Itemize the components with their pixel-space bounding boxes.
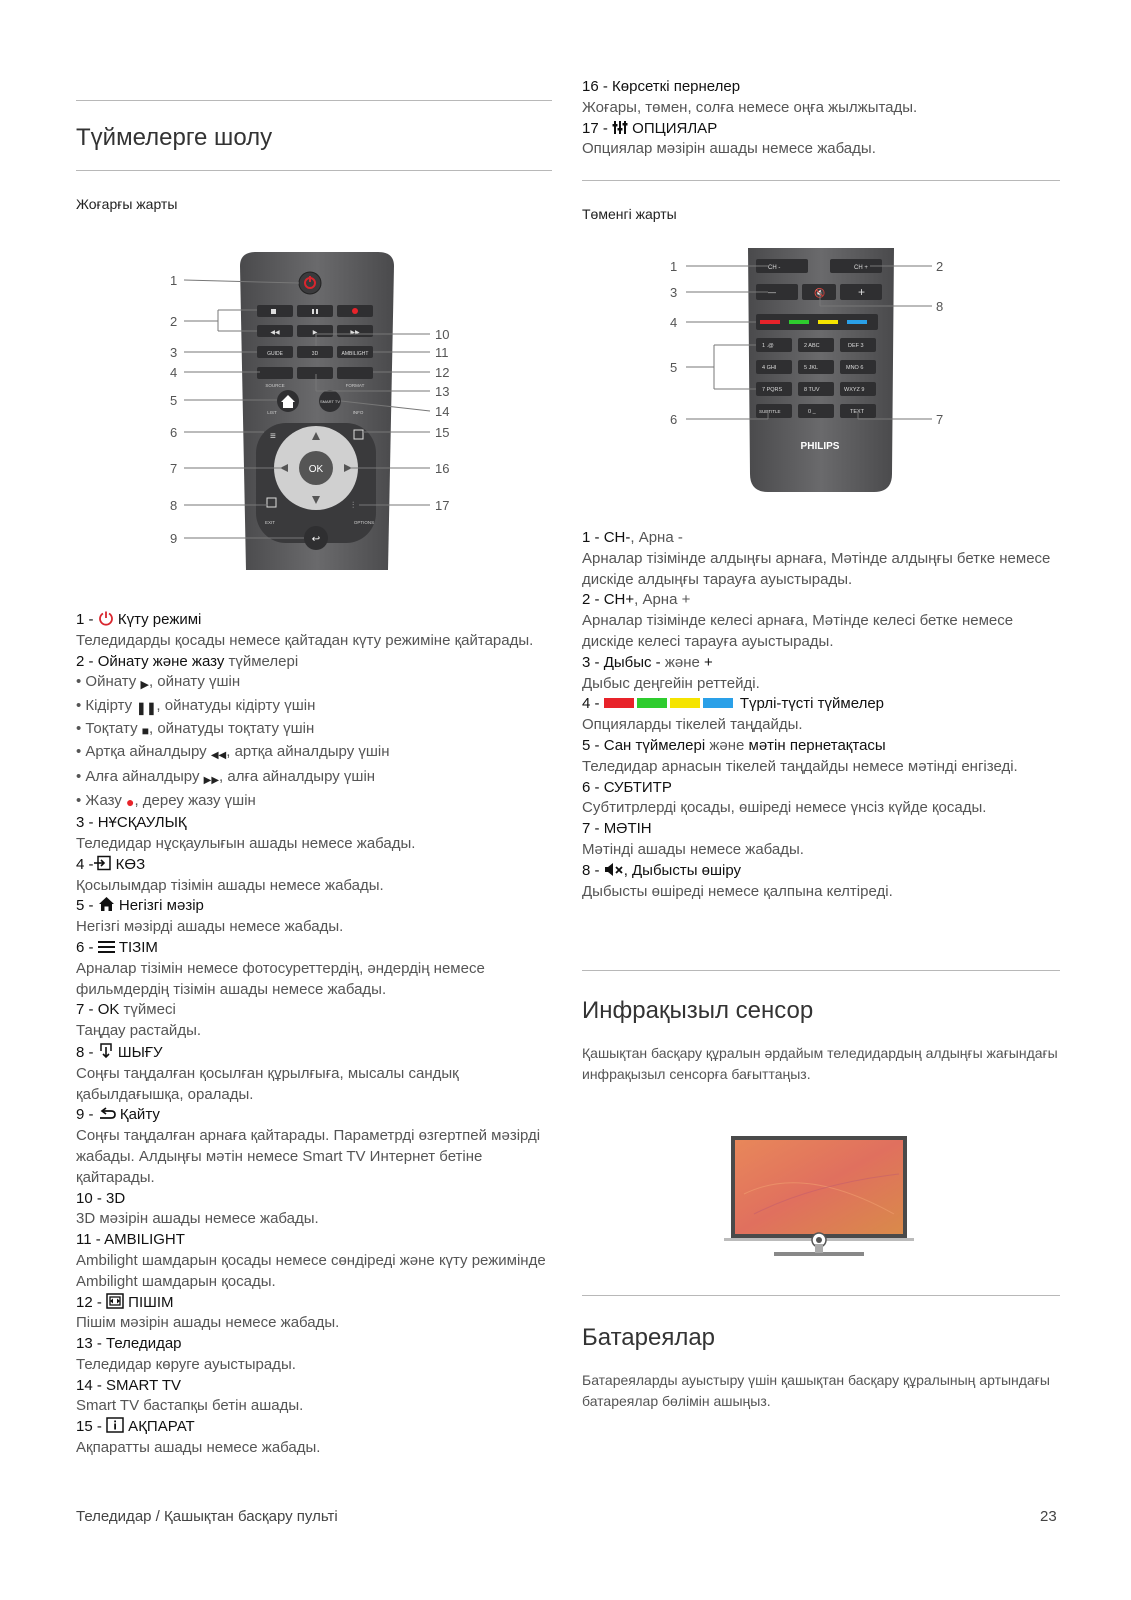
- callout-9: 9: [170, 531, 178, 546]
- remote-label-minus: —: [768, 288, 776, 297]
- tv-illustration: [694, 1134, 924, 1264]
- remote-label-format: FORMAT: [345, 383, 365, 388]
- options-icon: [612, 120, 628, 135]
- item-ch-minus: 1 - CH-, Арна - Арналар тізімінде алдыңғы арнаға, Мәтінде алдыңғы бетке немесе дискіде алдыңғы тарауға ауыстырады.: [582, 529, 1051, 588]
- remote-label-exit: EXIT: [264, 520, 276, 525]
- rewind-icon: ◀◀: [210, 749, 227, 761]
- source-icon: [94, 855, 112, 871]
- remote-label-info: INFO: [352, 410, 364, 415]
- power-icon: [98, 610, 114, 626]
- svg-text:▶▶: ▶▶: [350, 330, 360, 336]
- item-ch-plus: 2 - CH+, Арна + Арналар тізімінде келесі арнаға, Мәтінде келесі бетке немесе дискіде келесі тарауға ауыстырады.: [582, 591, 1014, 650]
- callout-17: 17: [435, 498, 450, 513]
- item-arrow-keys: 16 - Көрсеткі пернелер Жоғары, төмен, солға немесе оңға жылжытады.: [582, 78, 918, 116]
- key-text: TEXT: [850, 409, 865, 415]
- blue-swatch: [703, 698, 733, 708]
- item-playback: 2 - Ойнату және жазу түймелері • Ойнату ▶, ойнату үшін • Кідірту ❚❚, ойнатуды кідірту үшін • Тоқтату ■, ойнатуды тоқтату үшін • Артқа айналдыру ◀◀, артқа айналдыру үшін • Алға айналдыру ▶▶, алға айналдыру үшін • Жазу ●, дереу жазу үшін: [76, 652, 552, 814]
- callout-8: 8: [170, 498, 178, 513]
- key-0: 0 _: [808, 409, 816, 415]
- callout-13: 13: [435, 384, 450, 399]
- callout-11: 11: [435, 345, 449, 360]
- svg-text:⫶: ⫶: [352, 500, 355, 510]
- item-color-keys: 4 - Түрлі-түсті түймелер Опцияларды тікелей таңдайды.: [582, 695, 885, 734]
- key-8: 8 TUV: [804, 387, 820, 393]
- lower-callout-8: 8: [936, 299, 944, 314]
- remote-label-smart-tv: SMART TV: [319, 399, 341, 404]
- play-icon: ▶: [140, 679, 149, 692]
- item-subtitle: 6 - СУБТИТР Субтитрлерді қосады, өшіреді немесе үнсіз күйде қосады.: [582, 778, 987, 817]
- callout-4: 4: [170, 365, 178, 380]
- power-button: [299, 272, 321, 294]
- red-swatch: [604, 698, 634, 708]
- item-info: 15 - АҚПАРАТ Ақпаратты ашады немесе жабады.: [76, 1418, 321, 1457]
- item-3d: 10 - 3D 3D мәзірін ашады немесе жабады.: [76, 1189, 319, 1228]
- key-1: 1 .@: [762, 343, 774, 349]
- exit-icon: [98, 1042, 114, 1059]
- remote-lower-figure: [670, 248, 970, 498]
- page-number: 23: [1040, 1508, 1057, 1525]
- item-format: 12 - ПІШІМ Пішім мәзірін ашады немесе жабады.: [76, 1293, 340, 1332]
- section-title-buttons-overview: Түймелерге шолу: [76, 124, 273, 151]
- lower-callout-6: 6: [670, 412, 678, 427]
- callout-3: 3: [170, 345, 178, 360]
- lower-callout-2: 2: [936, 259, 944, 274]
- remote-label-ambilight: AMBILIGHT: [341, 351, 369, 357]
- remote-upper-figure: [156, 248, 470, 570]
- right-rule-3: [582, 1295, 1060, 1296]
- item-text: 7 - МӘТІН Мәтінді ашады немесе жабады.: [582, 820, 804, 858]
- remote-label-ch-minus: CH -: [768, 265, 781, 271]
- lower-callout-7: 7: [936, 412, 944, 427]
- callout-1: 1: [170, 273, 178, 288]
- yellow-swatch: [670, 698, 700, 708]
- svg-text:↩: ↩: [311, 534, 321, 545]
- svg-text:◀◀: ◀◀: [270, 330, 280, 336]
- right-item-list: [582, 528, 1060, 902]
- stop-icon: ■: [141, 723, 149, 738]
- remote-label-options: OPTIONS: [353, 520, 375, 525]
- item-power: 1 - Күту режимі Теледидарды қосады немесе қайтадан күту режиміне қайтарады.: [76, 611, 534, 649]
- item-list: 6 - ТІЗІМ Арналар тізімін немесе фотосуреттердің, әндердің немесе фильмдердің тізімін ашады немесе жабады.: [76, 938, 485, 998]
- callout-10: 10: [435, 327, 450, 342]
- right-rule-2: [582, 970, 1060, 971]
- section-title-ir-sensor: Инфрақызыл сенсор: [582, 997, 814, 1024]
- pause-icon: ❚❚: [136, 701, 157, 716]
- lower-callout-5: 5: [670, 360, 678, 375]
- key-subtitle: SUBTITLE: [759, 409, 781, 414]
- callout-2: 2: [170, 314, 178, 329]
- callout-16: 16: [435, 461, 450, 476]
- callout-5: 5: [170, 393, 178, 408]
- home-icon: [98, 896, 115, 912]
- right-top-item-list: [582, 77, 1060, 160]
- item-ok: 7 - OK түймесі Таңдау растайды.: [76, 1001, 202, 1040]
- remote-label-ch-plus: CH +: [854, 265, 868, 271]
- item-smart-tv: 14 - SMART TV Smart TV бастапқы бетін ашады.: [76, 1376, 304, 1415]
- callout-12: 12: [435, 365, 450, 380]
- green-swatch: [637, 698, 667, 708]
- item-volume: 3 - Дыбыс - және + Дыбыс деңгейін реттейді.: [582, 653, 760, 692]
- remote-brand: PHILIPS: [800, 441, 840, 452]
- list-icon: [98, 940, 115, 954]
- key-5: 5 JKL: [804, 365, 819, 371]
- item-number-keys: 5 - Сан түймелері және мәтін пернетақтасы Теледидар арнасын тікелей таңдайды немесе мәтінді енгізеді.: [582, 736, 1018, 775]
- item-home: 5 - Негізгі мәзір Негізгі мәзірді ашады немесе жабады.: [76, 897, 344, 936]
- title-rule-left: [76, 170, 552, 171]
- lower-callout-3: 3: [670, 285, 678, 300]
- callout-14: 14: [435, 404, 450, 419]
- left-item-list: [76, 610, 552, 1459]
- callout-7: 7: [170, 461, 178, 476]
- item-source: 4 - КӨЗ Қосылымдар тізімін ашады немесе жабады.: [76, 855, 384, 894]
- subhead-upper-half: Жоғарғы жарты: [76, 196, 178, 212]
- fast-forward-icon: ▶▶: [203, 774, 220, 786]
- key-9: WXYZ 9: [844, 387, 865, 393]
- section-title-batteries: Батареялар: [582, 1324, 716, 1351]
- svg-text:≡: ≡: [270, 431, 276, 442]
- info-icon: [106, 1417, 124, 1433]
- remote-label-3d: 3D: [311, 351, 319, 357]
- top-rule-left: [76, 100, 552, 101]
- footer-path: Теледидар / Қашықтан басқару пульті: [76, 1508, 338, 1525]
- lower-callout-1: 1: [670, 259, 678, 274]
- item-tv: 13 - Теледидар Теледидар көруге ауыстырады.: [76, 1335, 296, 1373]
- remote-label-ok: OK: [308, 464, 324, 475]
- key-7: 7 PQRS: [762, 387, 783, 393]
- key-4: 4 GHI: [762, 365, 777, 371]
- item-guide: 3 - НҰСҚАУЛЫҚ Теледидар нұсқаулығын ашады немесе жабады.: [76, 814, 416, 852]
- key-2: 2 ABC: [804, 343, 820, 349]
- callout-15: 15: [435, 425, 450, 440]
- remote-label-guide: GUIDE: [267, 351, 283, 357]
- item-back: 9 - Қайту Соңғы таңдалған арнаға қайтарады. Параметрді өзгертпей мәзірді жабады. Алдыңғы мәтін немесе Smart TV Интернет бетіне қайтарады.: [76, 1106, 541, 1186]
- lower-callout-4: 4: [670, 315, 678, 330]
- item-options: 17 - ОПЦИЯЛАР Опциялар мәзірін ашады немесе жабады.: [582, 119, 876, 158]
- back-icon: [98, 1107, 116, 1121]
- format-icon: [106, 1293, 124, 1309]
- ir-sensor-text: Қашықтан басқару құралын әрдайым теледидардың алдыңғы жағындағы инфрақызыл сенсорға бағыттаңыз.: [582, 1045, 1058, 1082]
- callout-6: 6: [170, 425, 178, 440]
- right-rule-1: [582, 180, 1060, 181]
- subhead-lower-half: Төменгі жарты: [582, 206, 677, 222]
- item-mute: 8 - , Дыбысты өшіру Дыбысты өшіреді немесе қалпына келтіреді.: [582, 861, 893, 900]
- remote-label-plus: +: [858, 285, 866, 299]
- tv-screen: [735, 1140, 903, 1234]
- remote-label-list: LIST: [267, 410, 277, 415]
- key-6: MNO 6: [846, 365, 864, 371]
- remote-label-source: SOURCE: [265, 383, 285, 388]
- record-icon: ●: [126, 794, 135, 811]
- item-ambilight: 11 - AMBILIGHT Ambilight шамдарын қосады немесе сөндіреді және күту режимінде Ambilight шамдарын қосады.: [76, 1231, 546, 1290]
- svg-text:▶: ▶: [312, 330, 318, 336]
- key-3: DEF 3: [848, 343, 864, 349]
- mute-icon: [604, 862, 624, 877]
- batteries-text: Батареяларды ауыстыру үшін қашықтан басқару құралының артындағы батареялар бөлімін ашыңыз.: [582, 1372, 1050, 1409]
- svg-text:🔇: 🔇: [814, 288, 826, 298]
- item-exit: 8 - ШЫҒУ Соңғы таңдалған қосылған құрылғыға, мысалы сандық қабылдағышқа, оралады.: [76, 1043, 459, 1103]
